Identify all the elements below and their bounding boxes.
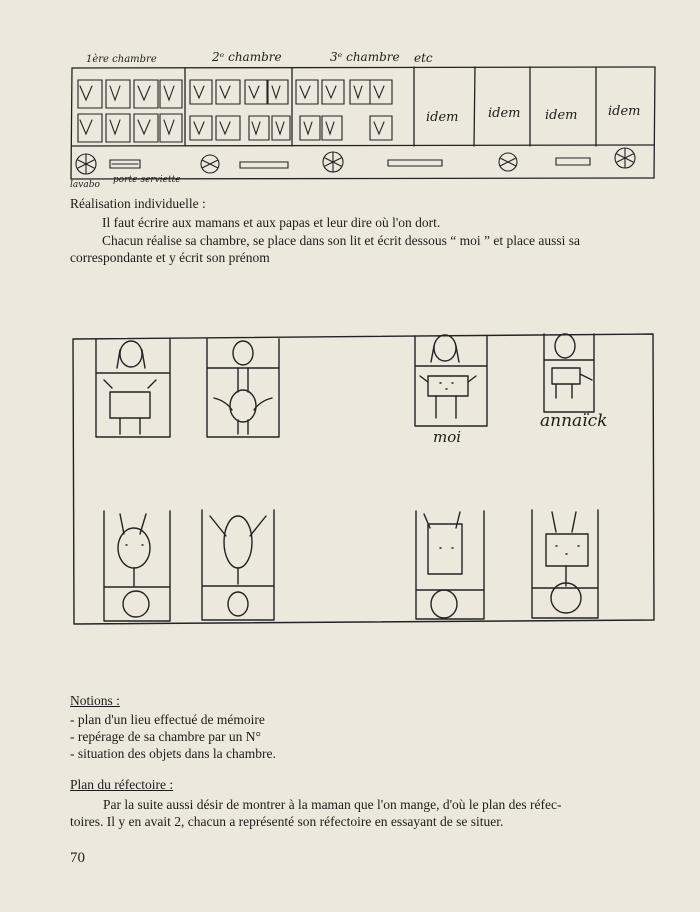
bed-bottom-3 — [416, 511, 484, 619]
refectoire-line-2: toires. Il y en avait 2, chacun a représenté son réfectoire en essayant de se situer. — [70, 814, 504, 829]
bed-top-2 — [207, 339, 279, 437]
idem-label: idem — [488, 106, 521, 121]
bed-bottom-1 — [104, 511, 170, 621]
paragraph-1: Il faut écrire aux mamans et aux papas et leur dire où l'on dort. — [102, 215, 441, 230]
bed-top-1 — [96, 339, 170, 437]
room-label-3: 3ᵉ chambre — [330, 50, 400, 64]
idem-label: idem — [608, 104, 641, 119]
notions-heading: Notions : — [70, 693, 120, 708]
room-label-2: 2ᵉ chambre — [212, 50, 282, 64]
bed-bottom-4 — [532, 510, 598, 618]
idem-label: idem — [426, 110, 459, 125]
bed-bottom-2 — [202, 510, 274, 620]
object-label-towel-rail: porte-serviette — [113, 175, 181, 185]
notions-item: - plan d'un lieu effectué de mémoire — [70, 712, 265, 727]
room-label-1: 1ère chambre — [86, 54, 157, 65]
bed-top-4 — [544, 334, 594, 412]
bed-top-3 — [415, 335, 487, 426]
room-frame — [73, 334, 654, 624]
paragraph-2-line-2: correspondante et y écrit son prénom — [70, 250, 270, 265]
refectoire-heading: Plan du réfectoire : — [70, 777, 174, 792]
label-annaick: annaïck — [540, 411, 608, 431]
notions-item: - situation des objets dans la chambre. — [70, 746, 276, 761]
section-heading-realisation: Réalisation individuelle : — [70, 196, 206, 211]
page-number: 70 — [70, 850, 85, 866]
notions-item: - repérage de sa chambre par un N° — [70, 729, 261, 744]
idem-label: idem — [545, 108, 578, 123]
paragraph-2-line-1: Chacun réalise sa chambre, se place dans son lit et écrit dessous “ moi ” et place aussi sa — [102, 233, 580, 248]
refectoire-line-1: Par la suite aussi désir de montrer à la maman que l'on mange, d'où le plan des réfec- — [103, 797, 562, 812]
label-moi: moi — [433, 428, 462, 446]
room-label-etc: etc — [414, 51, 433, 65]
object-label-lavabo: lavabo — [70, 180, 100, 190]
